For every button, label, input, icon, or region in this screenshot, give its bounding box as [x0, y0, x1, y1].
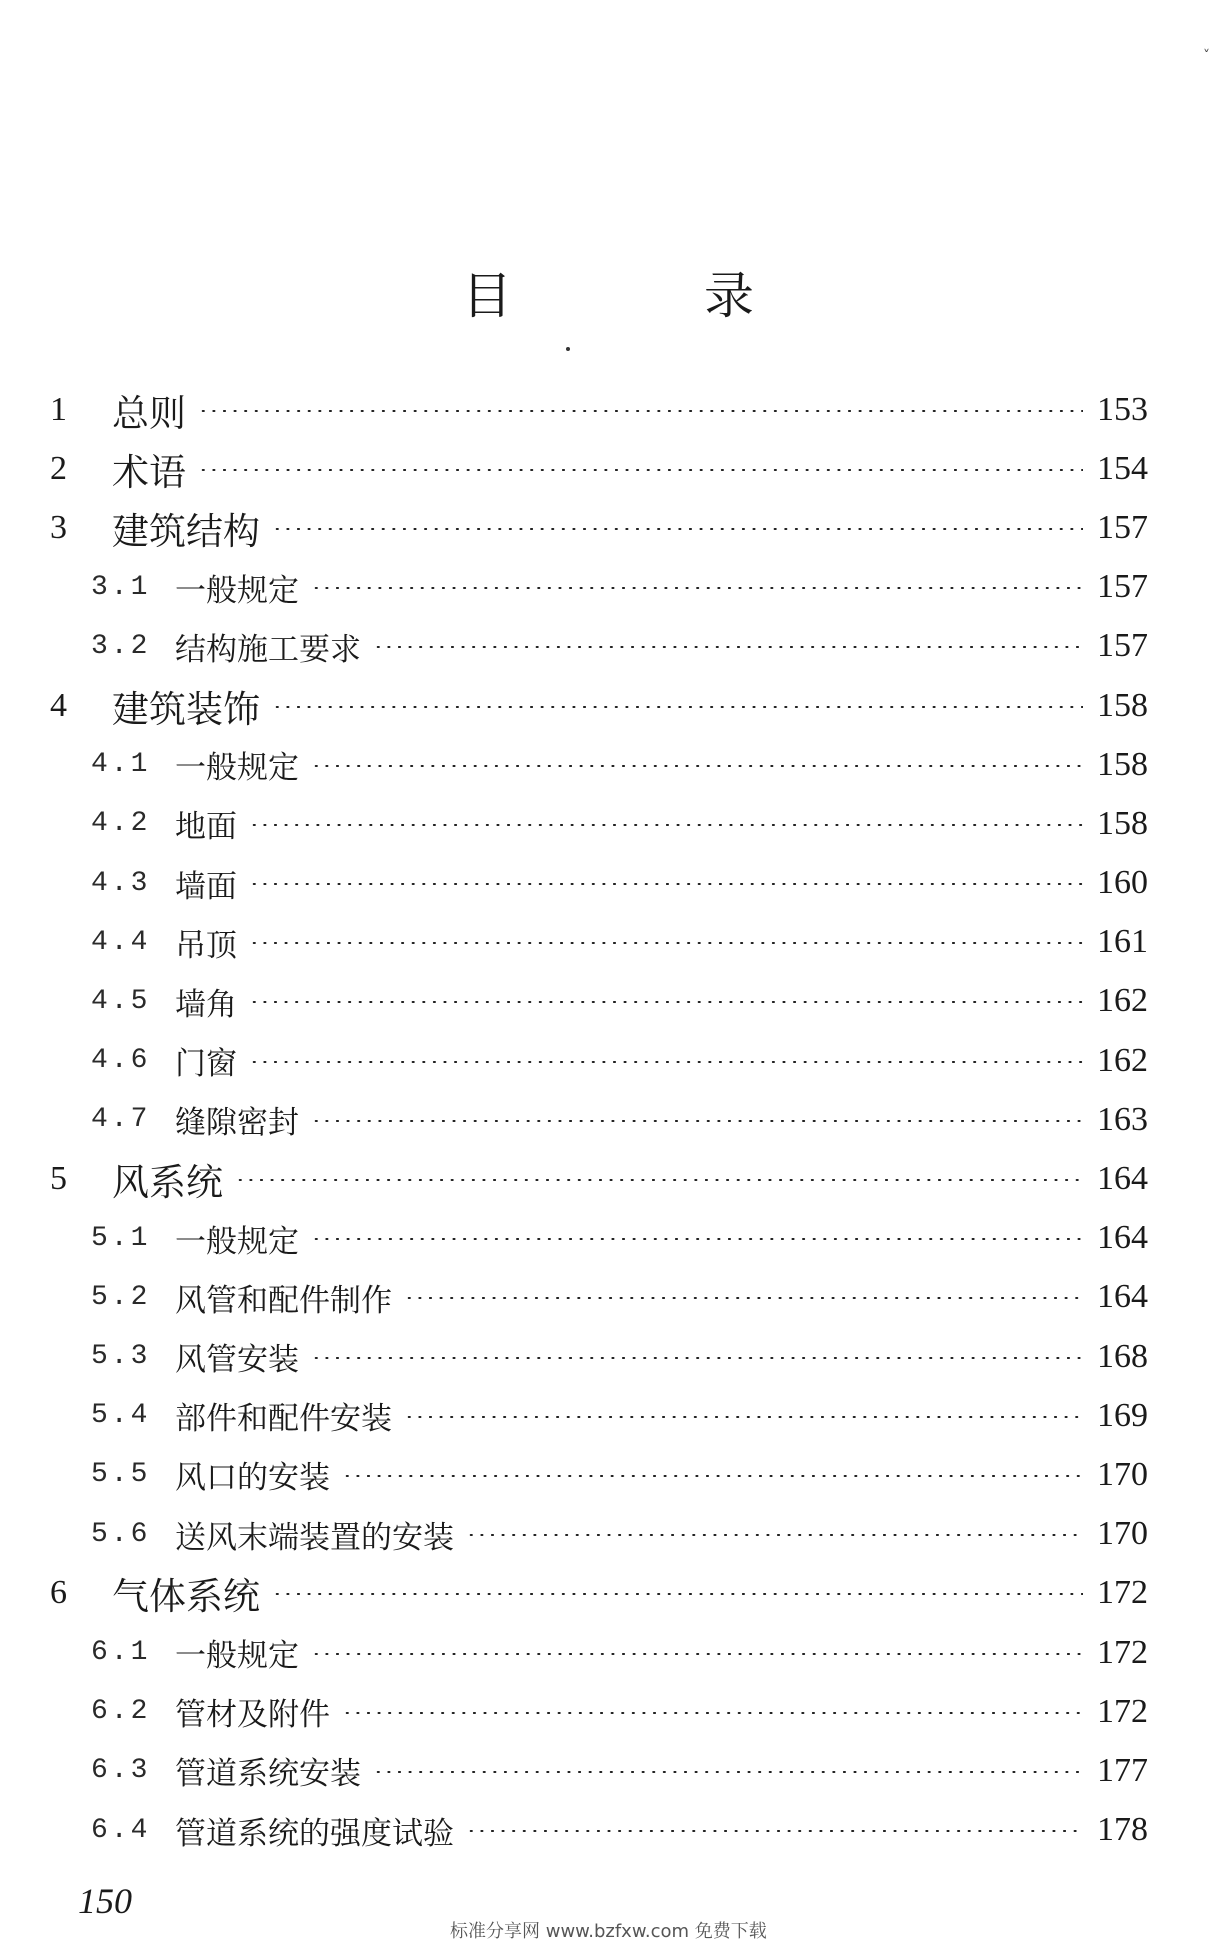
- toc-entry-page: 153: [1097, 390, 1148, 428]
- dot-leader: [466, 1830, 1083, 1832]
- toc-section-entry: [0, 1327, 1216, 1386]
- toc-entry-page: 172: [1097, 1574, 1148, 1612]
- toc-entry-title: 门窗: [175, 1046, 237, 1083]
- toc-section-entry: [0, 617, 1216, 676]
- toc-section-entry: [0, 735, 1216, 794]
- dot-leader: [373, 1771, 1083, 1773]
- toc-entry-page: 169: [1097, 1396, 1148, 1434]
- toc-entry-number: 4.2: [91, 808, 151, 840]
- toc-entry-page: 164: [1097, 1160, 1148, 1198]
- toc-entry-title: 风管和配件制作: [175, 1282, 392, 1319]
- toc-section-entry: [0, 913, 1216, 972]
- toc-section-entry: [0, 1090, 1216, 1149]
- toc-entry-title: 一般规定: [175, 1223, 299, 1260]
- toc-entry-title: 地面: [175, 809, 237, 846]
- corner-mark: ˅: [1203, 48, 1210, 64]
- toc-entry-page: 164: [1097, 1219, 1148, 1257]
- toc-section-entry: [0, 1268, 1216, 1327]
- toc-entry-page: 160: [1097, 864, 1148, 902]
- ink-speck: [566, 347, 570, 351]
- dot-leader: [235, 1179, 1083, 1181]
- dot-leader: [249, 1061, 1083, 1063]
- toc-entry-page: 154: [1097, 449, 1148, 487]
- toc-section-entry: [0, 1623, 1216, 1682]
- toc-entry-page: 158: [1097, 804, 1148, 842]
- toc-entry-number: 6.3: [91, 1755, 151, 1787]
- toc-entry-number: 2: [50, 449, 67, 487]
- dot-leader: [311, 1653, 1083, 1655]
- dot-leader: [311, 1238, 1083, 1240]
- toc-entry-title: 吊顶: [175, 927, 237, 964]
- toc-section-entry: [0, 1209, 1216, 1268]
- toc-entry-number: 5.2: [91, 1281, 151, 1313]
- toc-chapter-entry: [0, 498, 1216, 557]
- toc-entry-page: 158: [1097, 686, 1148, 724]
- toc-entry-title: 缝隙密封: [175, 1105, 299, 1142]
- toc-entry-title: 术语: [112, 450, 186, 494]
- toc-entry-title: 管材及附件: [175, 1697, 330, 1734]
- toc-entry-number: 4.4: [91, 926, 151, 958]
- dot-leader: [311, 587, 1083, 589]
- toc-entry-number: 3: [50, 508, 67, 546]
- toc-section-entry: [0, 1505, 1216, 1564]
- toc-entry-page: 157: [1097, 508, 1148, 546]
- toc-entry-title: 风口的安装: [175, 1460, 330, 1497]
- dot-leader: [373, 646, 1083, 648]
- toc-entry-number: 5.6: [91, 1518, 151, 1550]
- dot-leader: [249, 883, 1083, 885]
- toc-entry-title: 风系统: [112, 1161, 223, 1205]
- toc-section-entry: [0, 558, 1216, 617]
- toc-section-entry: [0, 1741, 1216, 1800]
- toc-entry-page: 172: [1097, 1633, 1148, 1671]
- toc-entry-number: 4: [50, 686, 67, 724]
- toc-entry-title: 管道系统安装: [175, 1756, 361, 1793]
- toc-entry-page: 161: [1097, 923, 1148, 961]
- toc-entry-page: 177: [1097, 1751, 1148, 1789]
- toc-section-entry: [0, 972, 1216, 1031]
- toc-section-entry: [0, 1801, 1216, 1860]
- toc-entry-title: 墙角: [175, 986, 237, 1023]
- dot-leader: [272, 528, 1083, 530]
- toc-entry-number: 4.6: [91, 1045, 151, 1077]
- toc-section-entry: [0, 1445, 1216, 1504]
- dot-leader: [342, 1712, 1083, 1714]
- dot-leader: [249, 1001, 1083, 1003]
- toc-entry-number: 1: [50, 390, 67, 428]
- toc-chapter-entry: [0, 1564, 1216, 1623]
- toc-entry-number: 3.2: [91, 630, 151, 662]
- toc-entry-title: 一般规定: [175, 572, 299, 609]
- table-of-contents: [0, 380, 1216, 1860]
- page-number: 150: [78, 1881, 132, 1921]
- toc-entry-page: 158: [1097, 745, 1148, 783]
- toc-entry-number: 6: [50, 1574, 67, 1612]
- toc-chapter-entry: [0, 1149, 1216, 1208]
- toc-section-entry: [0, 854, 1216, 913]
- toc-entry-page: 157: [1097, 627, 1148, 665]
- dot-leader: [198, 410, 1083, 412]
- toc-entry-page: 170: [1097, 1515, 1148, 1553]
- dot-leader: [404, 1416, 1083, 1418]
- toc-entry-page: 170: [1097, 1455, 1148, 1493]
- toc-entry-title: 总则: [112, 391, 186, 435]
- toc-entry-number: 6.4: [91, 1814, 151, 1846]
- dot-leader: [342, 1475, 1083, 1477]
- toc-entry-number: 4.1: [91, 749, 151, 781]
- toc-chapter-entry: [0, 439, 1216, 498]
- dot-leader: [311, 1357, 1083, 1359]
- dot-leader: [311, 765, 1083, 767]
- toc-entry-number: 6.2: [91, 1696, 151, 1728]
- dot-leader: [198, 469, 1083, 471]
- toc-section-entry: [0, 1031, 1216, 1090]
- toc-entry-title: 部件和配件安装: [175, 1401, 392, 1438]
- toc-entry-page: 162: [1097, 1041, 1148, 1079]
- toc-entry-title: 结构施工要求: [175, 631, 361, 668]
- toc-entry-page: 178: [1097, 1811, 1148, 1849]
- toc-entry-page: 157: [1097, 568, 1148, 606]
- toc-entry-title: 送风末端装置的安装: [175, 1519, 454, 1556]
- dot-leader: [272, 706, 1083, 708]
- toc-entry-page: 168: [1097, 1337, 1148, 1375]
- toc-entry-page: 172: [1097, 1692, 1148, 1730]
- toc-entry-number: 5.5: [91, 1459, 151, 1491]
- toc-entry-title: 风管安装: [175, 1342, 299, 1379]
- dot-leader: [311, 1120, 1083, 1122]
- toc-entry-page: 162: [1097, 982, 1148, 1020]
- toc-entry-title: 一般规定: [175, 1638, 299, 1675]
- dot-leader: [272, 1593, 1083, 1595]
- toc-entry-number: 4.7: [91, 1104, 151, 1136]
- toc-chapter-entry: [0, 380, 1216, 439]
- toc-entry-title: 管道系统的强度试验: [175, 1815, 454, 1852]
- page-title: 目 录: [462, 266, 842, 325]
- toc-entry-number: 5.1: [91, 1222, 151, 1254]
- dot-leader: [466, 1534, 1083, 1536]
- toc-entry-number: 5: [50, 1160, 67, 1198]
- toc-section-entry: [0, 1682, 1216, 1741]
- toc-entry-page: 163: [1097, 1100, 1148, 1138]
- toc-entry-page: 164: [1097, 1278, 1148, 1316]
- toc-section-entry: [0, 1386, 1216, 1445]
- toc-entry-title: 建筑结构: [112, 509, 260, 553]
- toc-entry-number: 3.1: [91, 571, 151, 603]
- watermark: 标准分享网 www.bzfxw.com 免费下载: [450, 1921, 767, 1942]
- toc-chapter-entry: [0, 676, 1216, 735]
- toc-entry-number: 4.3: [91, 867, 151, 899]
- toc-entry-number: 5.3: [91, 1341, 151, 1373]
- toc-entry-title: 墙面: [175, 868, 237, 905]
- dot-leader: [249, 942, 1083, 944]
- toc-entry-number: 6.1: [91, 1637, 151, 1669]
- toc-entry-number: 5.4: [91, 1400, 151, 1432]
- toc-entry-title: 气体系统: [112, 1575, 260, 1619]
- toc-section-entry: [0, 794, 1216, 853]
- dot-leader: [404, 1297, 1083, 1299]
- toc-entry-number: 4.5: [91, 985, 151, 1017]
- toc-entry-title: 建筑装饰: [112, 687, 260, 731]
- toc-entry-title: 一般规定: [175, 750, 299, 787]
- dot-leader: [249, 824, 1083, 826]
